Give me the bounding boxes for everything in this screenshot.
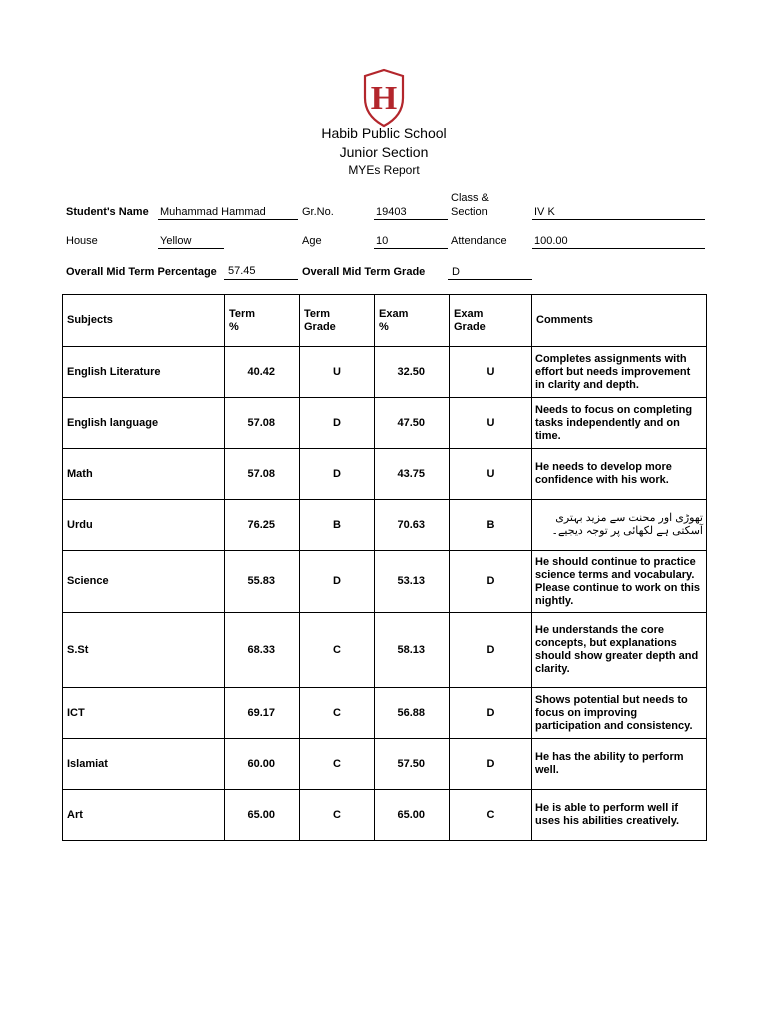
exam-percent-cell: 70.63 (375, 500, 450, 551)
exam-percent-cell: 65.00 (375, 790, 450, 841)
term-grade-cell: D (300, 551, 375, 613)
percentage-label: Overall Mid Term Percentage (66, 266, 217, 278)
exam-grade-cell: C (450, 790, 532, 841)
term-percent-cell: 69.17 (225, 688, 300, 739)
exam-percent-cell: 47.50 (375, 398, 450, 449)
table-row (63, 613, 707, 688)
student-name-underline (158, 219, 298, 220)
grno-value: 19403 (376, 206, 407, 218)
subject-cell: ICT (63, 688, 225, 739)
class-value: IV K (534, 206, 555, 218)
comment-cell: He needs to develop more confidence with his work. (532, 449, 707, 500)
class-label-line2: Section (451, 206, 488, 218)
subject-cell: Science (63, 551, 225, 613)
table-row (63, 449, 707, 500)
class-underline (532, 219, 705, 220)
attendance-label: Attendance (451, 235, 507, 247)
comment-cell: Needs to focus on completing tasks independently and on time. (532, 398, 707, 449)
grade-value: D (452, 266, 460, 278)
grno-underline (374, 219, 448, 220)
exam-percent-cell: 32.50 (375, 347, 450, 398)
subject-cell: English Literature (63, 347, 225, 398)
school-logo (359, 68, 409, 128)
term-grade-cell: C (300, 739, 375, 790)
subject-cell: S.St (63, 613, 225, 688)
exam-percent-cell: 43.75 (375, 449, 450, 500)
grno-label: Gr.No. (302, 206, 334, 218)
attendance-underline (532, 248, 705, 249)
comment-cell: He has the ability to perform well. (532, 739, 707, 790)
attendance-value: 100.00 (534, 235, 568, 247)
age-label: Age (302, 235, 322, 247)
class-label-line1: Class & (451, 192, 489, 204)
exam-grade-cell: D (450, 739, 532, 790)
exam-percent-cell: 57.50 (375, 739, 450, 790)
table-row (63, 790, 707, 841)
comment-cell: He should continue to practice science terms and vocabulary. Please continue to work on this nightly. (532, 551, 707, 613)
house-underline (158, 248, 224, 249)
term-percent-cell: 57.08 (225, 449, 300, 500)
term-percent-cell: 68.33 (225, 613, 300, 688)
school-name: Habib Public School (321, 125, 447, 141)
exam-grade-cell: U (450, 449, 532, 500)
term-percent-cell: 55.83 (225, 551, 300, 613)
term-grade-cell: B (300, 500, 375, 551)
logo-letter: H (370, 80, 398, 117)
comment-cell: Completes assignments with effort but needs improvement in clarity and depth. (532, 347, 707, 398)
term-grade-cell: D (300, 398, 375, 449)
results-table (62, 294, 707, 841)
term-percent-cell: 40.42 (225, 347, 300, 398)
comment-cell: Shows potential but needs to focus on improving participation and consistency. (532, 688, 707, 739)
header-exam-percent: Exam % (375, 295, 450, 347)
table-row (63, 739, 707, 790)
house-label: House (66, 235, 98, 247)
term-grade-cell: C (300, 688, 375, 739)
header-comments: Comments (532, 295, 707, 347)
subject-cell: Urdu (63, 500, 225, 551)
section-name: Junior Section (339, 144, 429, 160)
table-row (63, 398, 707, 449)
subject-cell: Islamiat (63, 739, 225, 790)
term-grade-cell: D (300, 449, 375, 500)
term-grade-cell: U (300, 347, 375, 398)
student-name-value: Muhammad Hammad (160, 206, 266, 218)
table-row (63, 551, 707, 613)
comment-cell-urdu: تھوڑی اور محنت سے مزید بہتری آسکتی ہے لکھائی پر توجہ دیجیے۔ (532, 500, 707, 551)
exam-percent-cell: 56.88 (375, 688, 450, 739)
term-percent-cell: 57.08 (225, 398, 300, 449)
subject-cell: Math (63, 449, 225, 500)
exam-percent-cell: 58.13 (375, 613, 450, 688)
term-percent-cell: 60.00 (225, 739, 300, 790)
header-exam-grade: Exam Grade (450, 295, 532, 347)
header-term-grade: Term Grade (300, 295, 375, 347)
house-value: Yellow (160, 235, 192, 247)
percentage-underline (224, 279, 298, 280)
comment-cell: He is able to perform well if uses his abilities creatively. (532, 790, 707, 841)
term-grade-cell: C (300, 790, 375, 841)
table-header-row (63, 295, 707, 347)
student-name-label: Student's Name (66, 206, 149, 218)
grade-underline (448, 279, 532, 280)
comment-cell: He understands the core concepts, but explanations should show greater depth and clarity. (532, 613, 707, 688)
term-percent-cell: 65.00 (225, 790, 300, 841)
exam-grade-cell: U (450, 347, 532, 398)
grade-label: Overall Mid Term Grade (302, 266, 426, 278)
exam-grade-cell: D (450, 551, 532, 613)
age-value: 10 (376, 235, 389, 247)
exam-grade-cell: D (450, 688, 532, 739)
table-row (63, 688, 707, 739)
subject-cell: English language (63, 398, 225, 449)
term-percent-cell: 76.25 (225, 500, 300, 551)
table-row (63, 500, 707, 551)
exam-grade-cell: D (450, 613, 532, 688)
exam-grade-cell: B (450, 500, 532, 551)
exam-percent-cell: 53.13 (375, 551, 450, 613)
age-underline (374, 248, 448, 249)
term-grade-cell: C (300, 613, 375, 688)
header-subjects: Subjects (63, 295, 225, 347)
percentage-value: 57.45 (228, 265, 256, 277)
header-term-percent: Term % (225, 295, 300, 347)
subject-cell: Art (63, 790, 225, 841)
report-title: MYEs Report (348, 163, 420, 177)
table-row (63, 347, 707, 398)
exam-grade-cell: U (450, 398, 532, 449)
